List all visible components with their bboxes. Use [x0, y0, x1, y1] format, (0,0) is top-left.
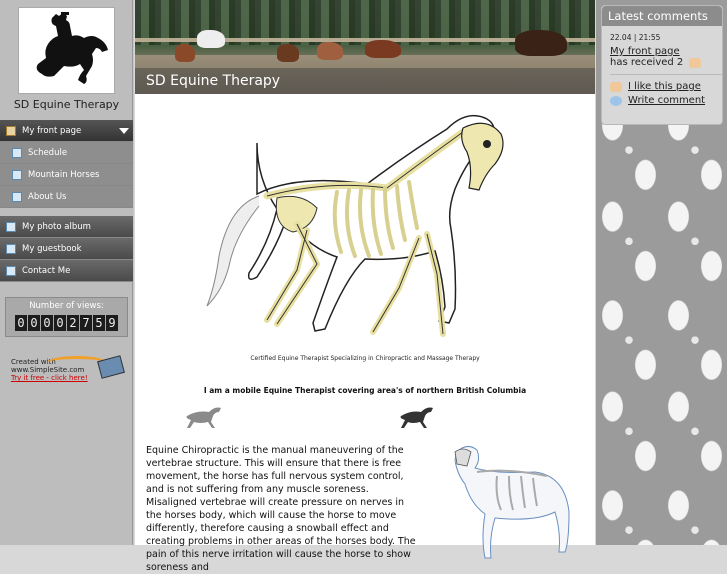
skeleton-caption: Certified Equine Therapist Specializing in Chiropractic and Massage Therapy [250, 355, 480, 362]
photo-icon [6, 222, 16, 232]
counter-digit: 0 [41, 315, 53, 331]
thumbs-up-icon [689, 58, 701, 68]
sidebar [0, 0, 133, 545]
counter-digits [6, 315, 127, 331]
nav-label: Contact Me [22, 265, 71, 276]
site-logo[interactable] [18, 7, 115, 94]
page-title: SD Equine Therapy [146, 73, 281, 89]
simplesite-url: www.SimpleSite.com [11, 366, 85, 374]
horse-rider-logo-icon [19, 8, 114, 93]
header-banner [135, 0, 595, 94]
home-icon [6, 126, 16, 136]
nav-item-about-us[interactable] [0, 186, 133, 208]
nav-label: Mountain Horses [28, 169, 100, 180]
counter-digit: 9 [106, 315, 118, 331]
horse-image [197, 30, 225, 48]
nav-item-mountain-horses[interactable] [0, 164, 133, 186]
horse-image [365, 40, 401, 58]
comment-received-row [610, 57, 722, 68]
nav-label: My photo album [22, 221, 91, 232]
speech-bubble-icon [610, 96, 622, 106]
counter-label: Number of views: [29, 301, 104, 311]
service-area-heading: I am a mobile Equine Therapist covering area's of northern British Columbia [203, 386, 527, 395]
nav-label: About Us [28, 191, 67, 202]
comments-divider [610, 74, 722, 75]
nav-item-front-page[interactable] [0, 120, 133, 142]
comment-timestamp: 22.04 | 21:55 [610, 33, 661, 42]
like-page-label: I like this page [628, 81, 701, 92]
chevron-down-icon[interactable] [119, 128, 129, 134]
nav-label: Schedule [28, 147, 68, 158]
write-comment-action[interactable] [610, 95, 722, 106]
thumbs-up-icon [610, 82, 622, 92]
page-icon [12, 170, 22, 180]
galloping-horse-icon [183, 406, 227, 428]
nav-item-guestbook[interactable] [0, 238, 133, 260]
counter-digit: 0 [54, 315, 66, 331]
created-with-label: Created with [11, 358, 56, 366]
nav-item-contact[interactable] [0, 260, 133, 282]
nav-divider [0, 208, 133, 216]
try-free-link[interactable]: Try it free - click here! [11, 374, 88, 382]
like-page-action[interactable] [610, 81, 722, 92]
comment-page-link[interactable]: My front page [610, 46, 680, 57]
page-icon [12, 148, 22, 158]
horse-image [515, 30, 567, 56]
sidebar-nav [0, 120, 133, 282]
nav-label: My front page [22, 125, 82, 136]
counter-digit: 7 [80, 315, 92, 331]
counter-digit: 0 [15, 315, 27, 331]
nav-label: My guestbook [22, 243, 82, 254]
book-icon [6, 244, 16, 254]
chiropractic-description: Equine Chiropractic is the manual maneuvering of the vertebrae structure. This will ensure that there is free movement, the horse has full nervous system control, and is not suffering from any muscle soreness. Misaligned vertebrae will create pressure on nerves in the horses body, which will cause the horse to move differently, therefore causing a snowball effect and creating problems in other areas of the horses body. The pain of this nerve irritation will cause the horse to show soreness and [146, 445, 416, 573]
latest-comments-body [602, 26, 722, 106]
horse-image [317, 42, 343, 60]
horse-image [175, 44, 195, 62]
latest-comments-heading: Latest comments [602, 6, 722, 26]
main-content [135, 94, 595, 573]
view-counter [5, 297, 128, 337]
write-comment-label: Write comment [628, 95, 706, 106]
horse-skeleton-side-image [427, 442, 577, 545]
latest-comments-panel [601, 5, 723, 125]
page-icon [6, 266, 16, 276]
site-title: SD Equine Therapy [13, 98, 120, 111]
nav-item-schedule[interactable] [0, 142, 133, 164]
simplesite-badge[interactable] [11, 358, 126, 382]
comment-received-text: has received 2 [610, 57, 684, 68]
counter-digit: 2 [67, 315, 79, 331]
horse-image [277, 44, 299, 62]
nav-item-photo-album[interactable] [0, 216, 133, 238]
counter-digit: 5 [93, 315, 105, 331]
counter-digit: 0 [28, 315, 40, 331]
galloping-horse-icon [397, 406, 437, 428]
horse-skeleton-image [197, 114, 537, 354]
page-icon [12, 192, 22, 202]
